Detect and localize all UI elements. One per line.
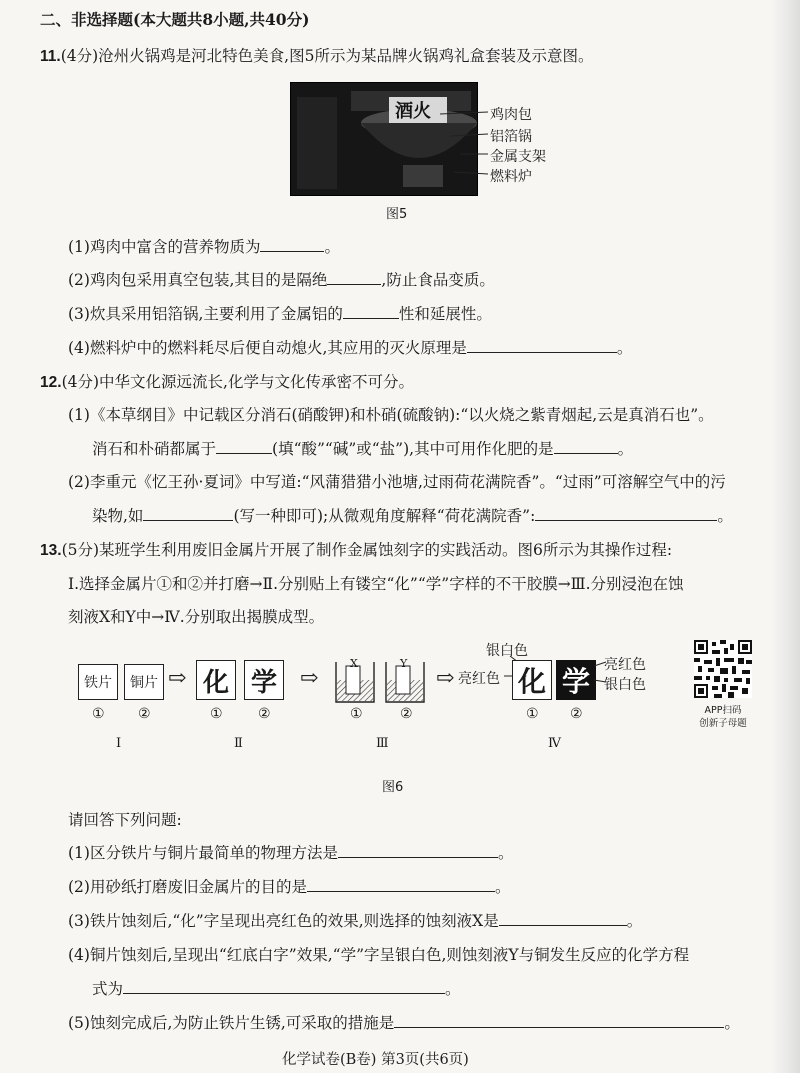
q12-number: 12. <box>40 374 62 391</box>
q12-stem: (4分)中华文化源远流长,化学与文化传承密不可分。 <box>61 373 414 391</box>
answer-blank[interactable] <box>467 338 617 353</box>
qr-code-icon[interactable] <box>694 640 752 698</box>
circle-num-2: ② <box>138 706 151 722</box>
section-title: 二、非选择题(本大题共8小题,共40分) <box>40 10 310 29</box>
q12-part1-line1: (1)《本草纲目》中记载区分消石(硝酸钾)和朴硝(硫酸钠):“以火烧之紫青烟起,云是真消石也”。 <box>68 406 714 424</box>
answer-blank[interactable] <box>123 979 445 994</box>
circle-num-1: ① <box>350 706 363 722</box>
circle-num-2: ② <box>400 706 413 722</box>
answer-blank[interactable] <box>343 304 399 319</box>
answer-blank[interactable] <box>143 506 233 521</box>
fig5-caption: 图5 <box>386 207 408 222</box>
label-silver-white-right: 银白色 <box>604 677 646 693</box>
circle-num-2: ② <box>258 706 271 722</box>
q13-stem: (5分)某班学生利用废旧金属片开展了制作金属蚀刻字的实践活动。图6所示为其操作过程: <box>61 541 673 559</box>
arrow-right-icon: ⇨ <box>436 666 455 691</box>
etched-xue: 学 <box>556 660 596 700</box>
svg-text:酒火: 酒火 <box>395 101 431 122</box>
q13-steps-line1: Ⅰ.选择金属片①和②并打磨→Ⅱ.分别贴上有镂空“化”“学”字样的不干胶膜→Ⅲ.分别浸泡在蚀 <box>68 575 684 593</box>
etched-hua: 化 <box>512 660 552 700</box>
answer-blank[interactable] <box>394 1013 724 1028</box>
page-footer: 化学试卷(B卷) 第3页(共6页) <box>282 1052 469 1068</box>
q13-part1: (1)区分铁片与铜片最简单的物理方法是 。 <box>68 844 514 862</box>
step-roman-4: Ⅳ <box>548 736 561 751</box>
page-edge-shadow <box>770 0 800 1073</box>
qr-caption-line2: 创新子母题 <box>699 718 747 729</box>
q13-part5: (5)蚀刻完成后,为防止铁片生锈,可采取的措施是 。 <box>68 1014 740 1032</box>
q13-part4-line2: 式为 。 <box>92 980 461 998</box>
q12-stem-line <box>40 370 414 392</box>
q12-part2-line2: 染物,如 (写一种即可);从微观角度解释“荷花满院香”: 。 <box>92 507 733 525</box>
iron-plate: 铁片 <box>78 664 118 700</box>
film-xue: 学 <box>244 660 284 700</box>
circle-num-1: ① <box>210 706 223 722</box>
label-bright-red-left: 亮红色 <box>458 671 500 687</box>
q13-part3: (3)铁片蚀刻后,“化”字呈现出亮红色的效果,则选择的蚀刻液X是 。 <box>68 912 643 930</box>
q11-part2: (2)鸡肉包采用真空包装,其目的是隔绝 ,防止食品变质。 <box>68 271 495 289</box>
label-silver-white-top: 银白色 <box>486 643 528 659</box>
answer-blank[interactable] <box>216 439 272 454</box>
q11-stem: (4分)沧州火锅鸡是河北特色美食,图5所示为某品牌火锅鸡礼盒套装及示意图。 <box>60 47 594 65</box>
answer-blank[interactable] <box>554 439 618 454</box>
circle-num-2: ② <box>570 706 583 722</box>
arrow-right-icon: ⇨ <box>168 666 187 691</box>
arrow-right-icon: ⇨ <box>300 666 319 691</box>
circle-num-1: ① <box>526 706 539 722</box>
q12-part1-line2: 消石和朴硝都属于 (填“酸”“碱”或“盐”),其中可用作化肥的是 。 <box>92 440 634 458</box>
fig6-caption: 图6 <box>382 780 404 795</box>
q13-answer-prompt: 请回答下列问题: <box>68 811 182 829</box>
circle-num-1: ① <box>92 706 105 722</box>
etching-beakers <box>332 660 432 704</box>
copper-plate: 铜片 <box>124 664 164 700</box>
step-roman-1: Ⅰ <box>116 736 122 751</box>
answer-blank[interactable] <box>535 506 717 521</box>
q11-stem-line <box>40 44 593 66</box>
q11-number: 11. <box>40 48 61 65</box>
q13-part4-line1: (4)铜片蚀刻后,呈现出“红底白字”效果,“学”字呈银白色,则蚀刻液Y与铜发生反应的化学方程 <box>68 946 690 964</box>
q11-part3: (3)炊具采用铝箔锅,主要利用了金属铝的 性和延展性。 <box>68 305 492 323</box>
step-roman-2: Ⅱ <box>234 736 243 751</box>
q12-part2-line1: (2)李重元《忆王孙·夏词》中写道:“风蒲猎猎小池塘,过雨荷花满院香”。“过雨”可溶解空气中的污 <box>68 473 726 491</box>
qr-caption-line1: APP扫码 <box>704 705 742 716</box>
answer-blank[interactable] <box>499 911 627 926</box>
q13-number: 13. <box>40 542 62 559</box>
label-fuel-stove: 燃料炉 <box>490 169 532 185</box>
q13-stem-line <box>40 538 672 560</box>
step-roman-3: Ⅲ <box>376 736 389 751</box>
answer-blank[interactable] <box>260 237 324 252</box>
label-metal-stand: 金属支架 <box>490 149 546 165</box>
label-bright-red-right: 亮红色 <box>604 657 646 673</box>
q13-part2: (2)用砂纸打磨废旧金属片的目的是 。 <box>68 878 511 896</box>
q11-part4: (4)燃料炉中的燃料耗尽后便自动熄火,其应用的灭火原理是 。 <box>68 339 633 357</box>
answer-blank[interactable] <box>338 843 498 858</box>
answer-blank[interactable] <box>327 270 381 285</box>
q13-steps-line2: 刻液X和Y中→Ⅳ.分别取出揭膜成型。 <box>68 608 325 626</box>
film-hua: 化 <box>196 660 236 700</box>
label-foil-pot: 铝箔锅 <box>490 129 532 145</box>
beaker-x-label: X <box>350 657 358 670</box>
beaker-y-label: Y <box>400 657 408 670</box>
q11-part1: (1)鸡肉中富含的营养物质为 。 <box>68 238 340 256</box>
label-chicken-pack: 鸡肉包 <box>490 107 532 123</box>
answer-blank[interactable] <box>307 877 495 892</box>
